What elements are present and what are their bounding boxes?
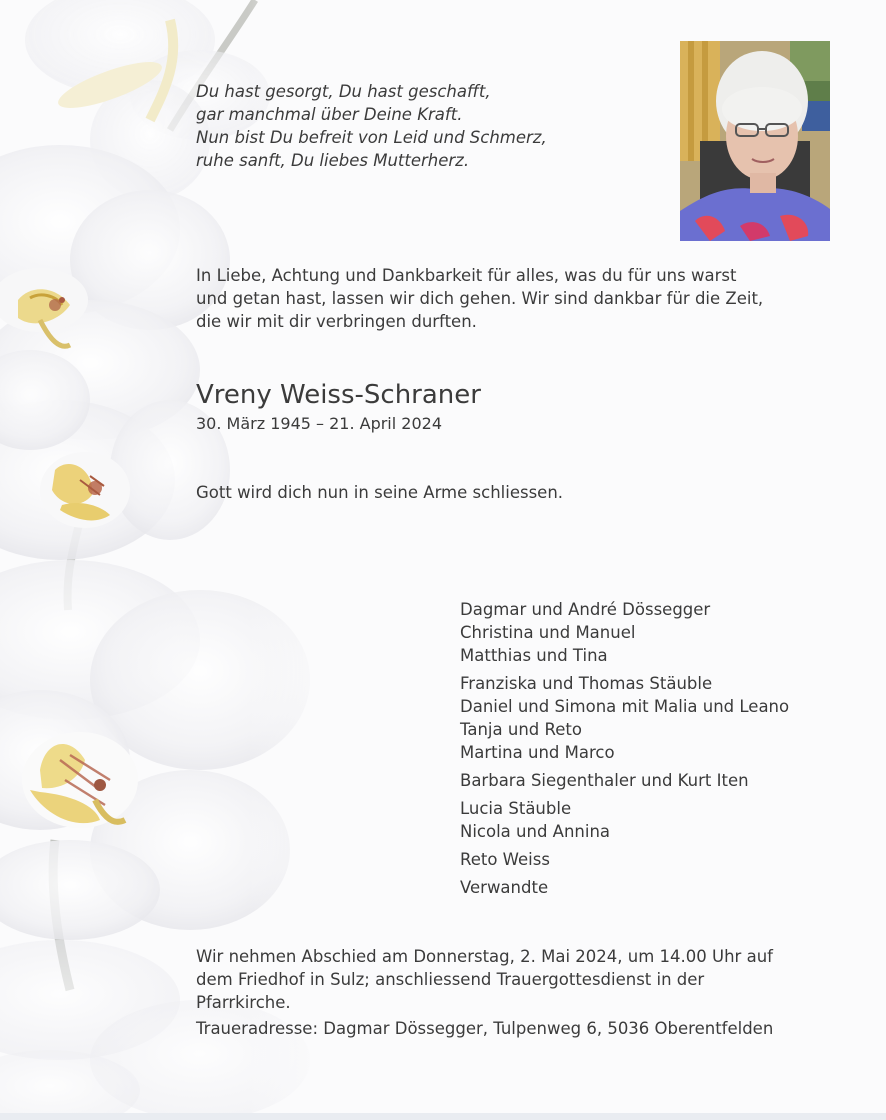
mourner-entry: Barbara Siegenthaler und Kurt Iten bbox=[460, 771, 749, 790]
intro-line: und getan hast, lassen wir dich gehen. Wir sind dankbar für die Zeit, bbox=[196, 289, 764, 308]
farewell-line: Pfarrkirche. bbox=[196, 993, 291, 1012]
farewell-line: dem Friedhof in Sulz; anschliessend Trauergottesdienst in der bbox=[196, 970, 705, 989]
mourner-entry: Verwandte bbox=[460, 878, 549, 897]
mourner-group bbox=[460, 769, 860, 792]
mourner-entry: Daniel und Simona mit Malia und Leano bbox=[460, 697, 790, 716]
farewell-paragraph bbox=[196, 945, 856, 1014]
mourner-group bbox=[460, 672, 860, 764]
mourner-entry: Matthias und Tina bbox=[460, 646, 608, 665]
mourner-group bbox=[460, 797, 860, 843]
mourner-entry: Christina und Manuel bbox=[460, 623, 636, 642]
verse-line: Nun bist Du befreit von Leid und Schmerz, bbox=[196, 128, 547, 147]
farewell-line: Wir nehmen Abschied am Donnerstag, 2. Mai 2024, um 14.00 Uhr auf bbox=[196, 947, 773, 966]
life-dates: 30. März 1945 – 21. April 2024 bbox=[196, 414, 442, 433]
mourner-entry: Reto Weiss bbox=[460, 850, 550, 869]
mourner-group bbox=[460, 876, 860, 899]
mourner-entry: Martina und Marco bbox=[460, 743, 615, 762]
mourner-entry: Dagmar und André Dössegger bbox=[460, 600, 711, 619]
mourners-list bbox=[460, 598, 860, 904]
intro-paragraph bbox=[196, 264, 846, 333]
mourner-group bbox=[460, 598, 860, 667]
faith-line: Gott wird dich nun in seine Arme schliessen. bbox=[196, 483, 564, 502]
mourner-entry: Lucia Stäuble bbox=[460, 799, 572, 818]
portrait-photo bbox=[680, 41, 830, 241]
mourner-entry: Tanja und Reto bbox=[460, 720, 582, 739]
verse-line: gar manchmal über Deine Kraft. bbox=[196, 105, 463, 124]
intro-line: In Liebe, Achtung und Dankbarkeit für alles, was du für uns warst bbox=[196, 266, 737, 285]
mourner-entry: Franziska und Thomas Stäuble bbox=[460, 674, 713, 693]
deceased-name: Vreny Weiss-Schraner bbox=[196, 380, 481, 410]
intro-line: die wir mit dir verbringen durften. bbox=[196, 312, 477, 331]
memorial-verse bbox=[196, 80, 636, 172]
mourner-group bbox=[460, 848, 860, 871]
portrait-photo-icon bbox=[680, 41, 830, 241]
verse-line: Du hast gesorgt, Du hast geschafft, bbox=[196, 82, 491, 101]
page-bottom-edge bbox=[0, 1113, 886, 1120]
mourning-address: Traueradresse: Dagmar Dössegger, Tulpenweg 6, 5036 Oberentfelden bbox=[196, 1019, 774, 1038]
verse-line: ruhe sanft, Du liebes Mutterherz. bbox=[196, 151, 470, 170]
mourner-entry: Nicola und Annina bbox=[460, 822, 611, 841]
